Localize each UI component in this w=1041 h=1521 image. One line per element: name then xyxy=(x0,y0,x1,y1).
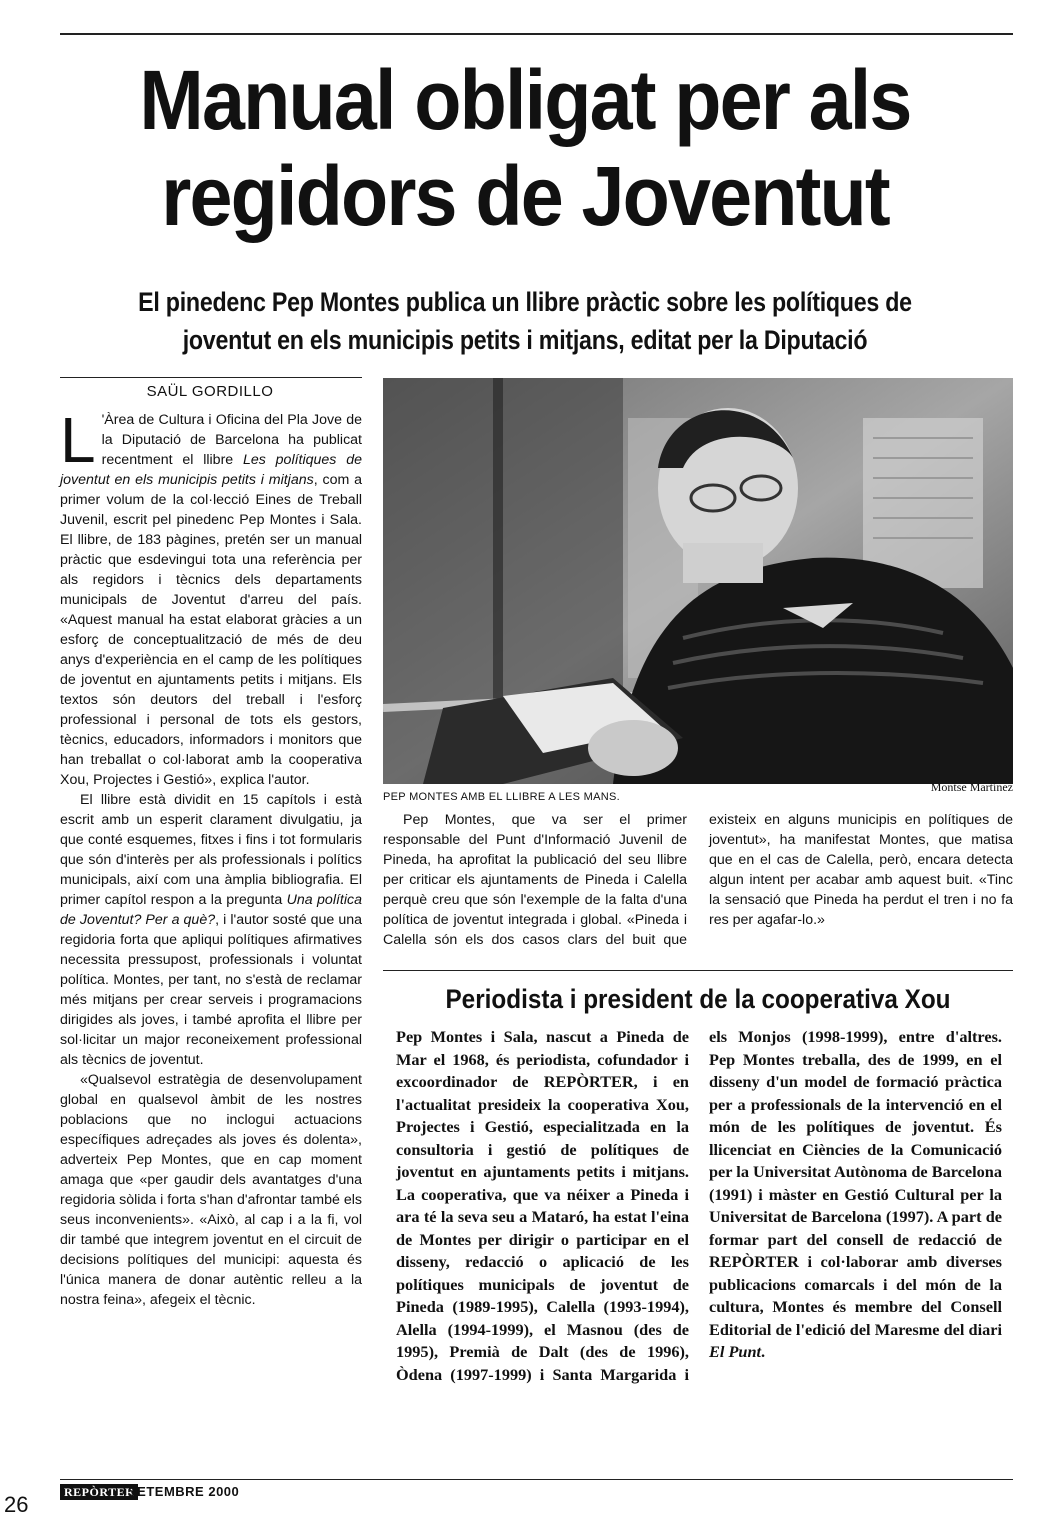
subheadline-line-2: joventut en els municipis petits i mitjans, editat per la Diputació xyxy=(182,325,868,355)
subheadline xyxy=(134,283,917,359)
article-continuation xyxy=(383,810,1013,960)
issue-date: SETEMBRE 2000 xyxy=(128,1484,240,1499)
book-title: Les polítiques de joventut en els municipis petits i mitjans xyxy=(60,452,362,488)
chapter-question: Una política de Joventut? Per a què? xyxy=(60,892,362,928)
paragraph-2-text-end: , i l'autor sosté que una regidoria forta que apliqui polítiques afirmatives necessita pressupost, professionals i voluntat política. Montes, per tant, no s'està de reclamar més mitjans per crear serveis i programacions dirigides als joves, i també aprofita el llibre per sol·licitar un major reconeixement professional als tècnics de joventut. xyxy=(60,912,362,1068)
photo-credit: Montse Martínez xyxy=(930,780,1013,794)
article-column-1 xyxy=(60,404,362,1310)
photo-illustration xyxy=(383,378,1013,784)
sidebar-title: Periodista i president de la cooperativa Xou xyxy=(445,984,951,1014)
article-paragraph-4: Pep Montes, que va ser el primer responsable del Punt d'Informació Juvenil de Pineda, ha aprofitat la publicació del seu llibre per criticar els ajuntaments de Pineda i Calella perquè creu que són l'exemple de la falta d'una política de joventut integrada i global. «Pineda i Calella són els dos casos clars del buit que existeix en alguns municipis en polítiques de joventut», ha manifestat Montes, que matisa que en el cas de Calella, però, encara detecta algun intent per acabar amb aquest buit. «Tinc la sensació que Pineda ha perdut el tren i no fa res per agafar-lo.» xyxy=(383,812,1013,948)
article-photo xyxy=(383,378,1013,784)
top-rule xyxy=(60,33,1013,35)
byline-rule xyxy=(60,377,362,378)
paragraph-1-text-start: 'Àrea de Cultura i Oficina del Pla Jove de la Diputació de Barcelona ha publicat recentment el llibre xyxy=(101,412,362,468)
sidebar-text-start: Pep Montes i Sala, nascut a Pineda de Mar el 1968, és periodista, cofundador i excoordinador de REPÒRTER, i en l'actualitat presideix la cooperativa Xou, Projectes i Gestió, especialitzada en la consultoria i gestió de polítiques de joventut en ajuntaments petits i mitjans. La cooperativa, que va néixer a Pineda i ara té la seva seu a Mataró, ha estat l'eina de Montes per dirigir o participar en el disseny, redacció o aplicació de les polítiques municipals de joventut de Pineda (1989-1995), Calella (1993-1994), Alella (1994-1999), el Masnou (des de 1995), Premià de Dalt (des de 1996), Òdena (1997-1999) i Santa Margarida i els Monjos (1998-1999), entre d'altres. Pep Montes treballa, des de 1999, en el disseny d'un model de formació pràctica per a professionals de la intervenció en el món de les polítiques de joventut. És llicenciat en Ciències de la Comunicació per la Universitat Autònoma de Barcelona (1991) i màster en Gestió Cultural per la Universitat de Barcelona (1997). A part de formar part del consell de redacció de REPÒRTER i col·laborar amb diverses publicacions comarcals i del món de la cultura, Montes és membre del Consell Editorial de l'edició del Maresme del diari xyxy=(396,1027,1002,1384)
article-paragraph-2 xyxy=(60,790,362,1070)
drop-cap: L xyxy=(60,404,96,476)
article-paragraph-3: «Qualsevol estratègia de desenvolupament global en qualsevol àmbit de les nostres poblacions que no inclogui actuacions específiques adreçades als joves és dolenta», adverteix Pep Montes, que en cap moment amaga que «per gaudir dels avantatges d'una regidoria sòlida i forta s'han d'afrontar també els seus inconvenients». «Això, al cap i a la fi, vol dir també que integrem joventut en el circuit de decisions polítiques del municipi: aquesta és l'única manera de donar autèntic relleu a la nostra feina», afegeix el tècnic. xyxy=(60,1072,362,1308)
subheadline-line-1: El pinedenc Pep Montes publica un llibre pràctic sobre les polítiques de xyxy=(138,287,912,317)
headline-line-2: regidors de Joventut xyxy=(161,149,889,243)
footer-rule xyxy=(60,1479,1013,1480)
photo-caption: PEP MONTES AMB EL LLIBRE A LES MANS. xyxy=(383,791,620,803)
byline: SAÜL GORDILLO xyxy=(146,383,274,400)
sidebar-text-end: . xyxy=(761,1342,766,1361)
magazine-logo: REPÒRTER xyxy=(60,1484,138,1500)
headline xyxy=(79,52,971,244)
sidebar-top-rule xyxy=(383,970,1013,971)
headline-line-1: Manual obligat per als xyxy=(139,53,911,147)
page-number: 26 xyxy=(4,1492,29,1517)
newspaper-name: El Punt xyxy=(709,1342,762,1361)
sidebar-body xyxy=(396,1026,1002,1446)
paragraph-1-text-end: , com a primer volum de la col·lecció Eines de Treball Juvenil, escrit pel pinedenc Pep Montes i Sala. El llibre, de 183 pàgines, pretén ser un manual pràctic que esdevingui tota una referència per als regidors i tècnics dels departaments municipals de Joventut d'arreu del país. «Aquest manual ha estat elaborat gràcies a un esforç de conceptualització de més de deu anys d'experiència en el camp de les polítiques de joventut en ajuntaments petits i mitjans. Els textos són deutors del treball i l'esforç professional i personal de tots els gestors, tècnics, educadors, informadors i monitors que han treballat o col·laborat amb la cooperativa Xou, Projectes i Gestió», explica l'autor. xyxy=(60,472,362,788)
article-paragraph-1 xyxy=(60,404,362,790)
paragraph-2-text-start: El llibre està dividit en 15 capítols i està escrit amb un esperit clarament divulgatiu, ja que conté esquemes, fitxes i fins i tot formularis que són d'interès per als professionals i polítics municipals, així com una àmplia bibliografia. El primer capítol respon a la pregunta xyxy=(60,792,362,908)
